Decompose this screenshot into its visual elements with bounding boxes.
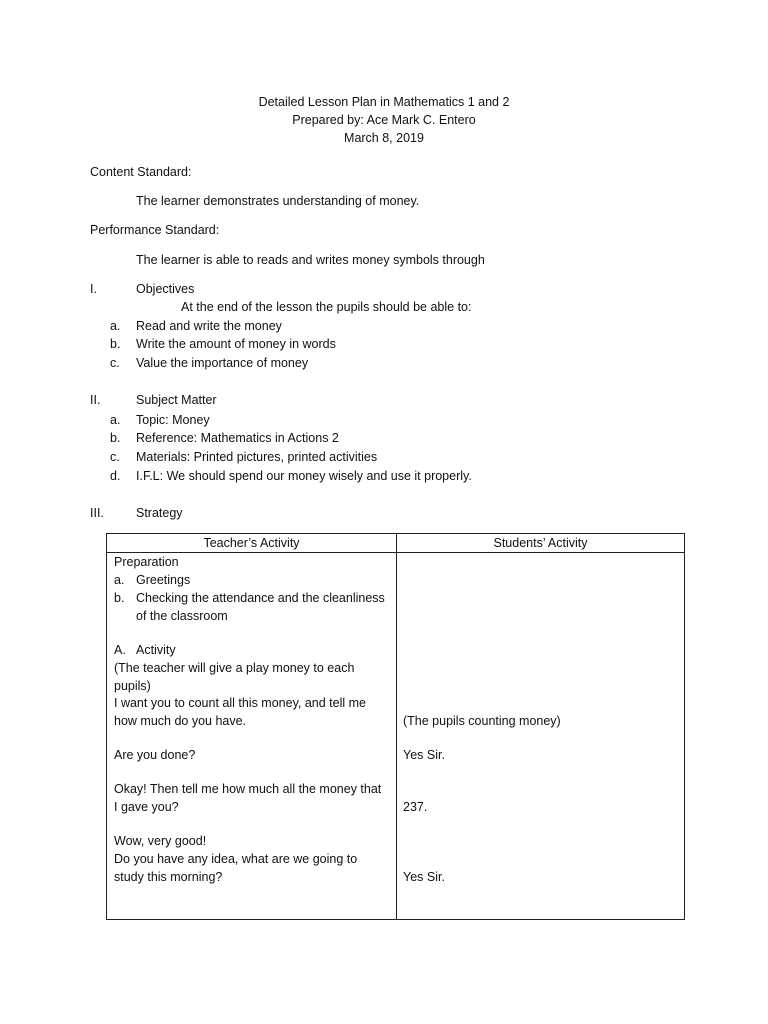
list-marker: a. <box>110 413 121 427</box>
student-line: Yes Sir. <box>403 748 445 762</box>
list-marker: c. <box>110 356 120 370</box>
subject-matter-number: II. <box>90 393 101 407</box>
subject-matter-heading: Subject Matter <box>136 393 217 407</box>
objectives-number: I. <box>90 282 97 296</box>
list-marker: b. <box>114 591 125 605</box>
list-marker: c. <box>110 450 120 464</box>
list-marker: a. <box>110 319 121 333</box>
teacher-line: (The teacher will give a play money to each <box>114 661 355 675</box>
list-marker: b. <box>110 337 121 351</box>
list-text: Value the importance of money <box>136 356 309 370</box>
document-title: Detailed Lesson Plan in Mathematics 1 and 2 <box>258 95 510 109</box>
list-text: Reference: Mathematics in Actions 2 <box>136 431 339 445</box>
content-standard-text: The learner demonstrates understanding of money. <box>136 194 420 208</box>
prepared-by: Prepared by: Ace Mark C. Entero <box>292 113 476 127</box>
students-activity-header: Students’ Activity <box>397 534 685 553</box>
strategy-number: III. <box>90 506 104 520</box>
teacher-activity-cell <box>107 553 397 920</box>
list-marker: b. <box>110 431 121 445</box>
list-marker: d. <box>110 469 121 483</box>
list-marker: A. <box>114 643 126 657</box>
preparation-label: Preparation <box>114 555 179 569</box>
table-header-row <box>107 534 685 553</box>
objectives-intro: At the end of the lesson the pupils should be able to: <box>181 300 472 314</box>
strategy-heading: Strategy <box>136 506 183 520</box>
performance-standard-heading: Performance Standard: <box>90 223 220 237</box>
student-line: (The pupils counting money) <box>403 714 561 728</box>
list-text: Read and write the money <box>136 319 282 333</box>
performance-standard-text: The learner is able to reads and writes money symbols through <box>136 253 485 267</box>
objectives-heading: Objectives <box>136 282 195 296</box>
students-activity-cell <box>397 553 685 920</box>
list-marker: a. <box>114 573 125 587</box>
teacher-line: how much do you have. <box>114 714 247 728</box>
list-text: Topic: Money <box>136 413 210 427</box>
document-date: March 8, 2019 <box>344 131 424 145</box>
student-line: Yes Sir. <box>403 870 445 884</box>
list-text: Materials: Printed pictures, printed activities <box>136 450 378 464</box>
teacher-line: Are you done? <box>114 748 196 762</box>
teacher-line: pupils) <box>114 679 151 693</box>
content-standard-heading: Content Standard: <box>90 165 192 179</box>
activity-label: Activity <box>136 643 176 657</box>
strategy-table <box>106 533 685 920</box>
teacher-line: Wow, very good! <box>114 834 207 848</box>
table-row <box>107 553 685 920</box>
teacher-line: study this morning? <box>114 870 223 884</box>
teacher-activity-header: Teacher’s Activity <box>107 534 397 553</box>
teacher-line: I gave you? <box>114 800 179 814</box>
list-text: I.F.L: We should spend our money wisely and use it properly. <box>136 469 472 483</box>
teacher-line: I want you to count all this money, and tell me <box>114 696 366 710</box>
preparation-item-continued: of the classroom <box>136 609 228 623</box>
student-line: 237. <box>403 800 428 814</box>
list-text: Write the amount of money in words <box>136 337 336 351</box>
teacher-line: Do you have any idea, what are we going to <box>114 852 358 866</box>
list-text: Checking the attendance and the cleanliness <box>136 591 385 605</box>
teacher-line: Okay! Then tell me how much all the money that <box>114 782 382 796</box>
list-text: Greetings <box>136 573 191 587</box>
